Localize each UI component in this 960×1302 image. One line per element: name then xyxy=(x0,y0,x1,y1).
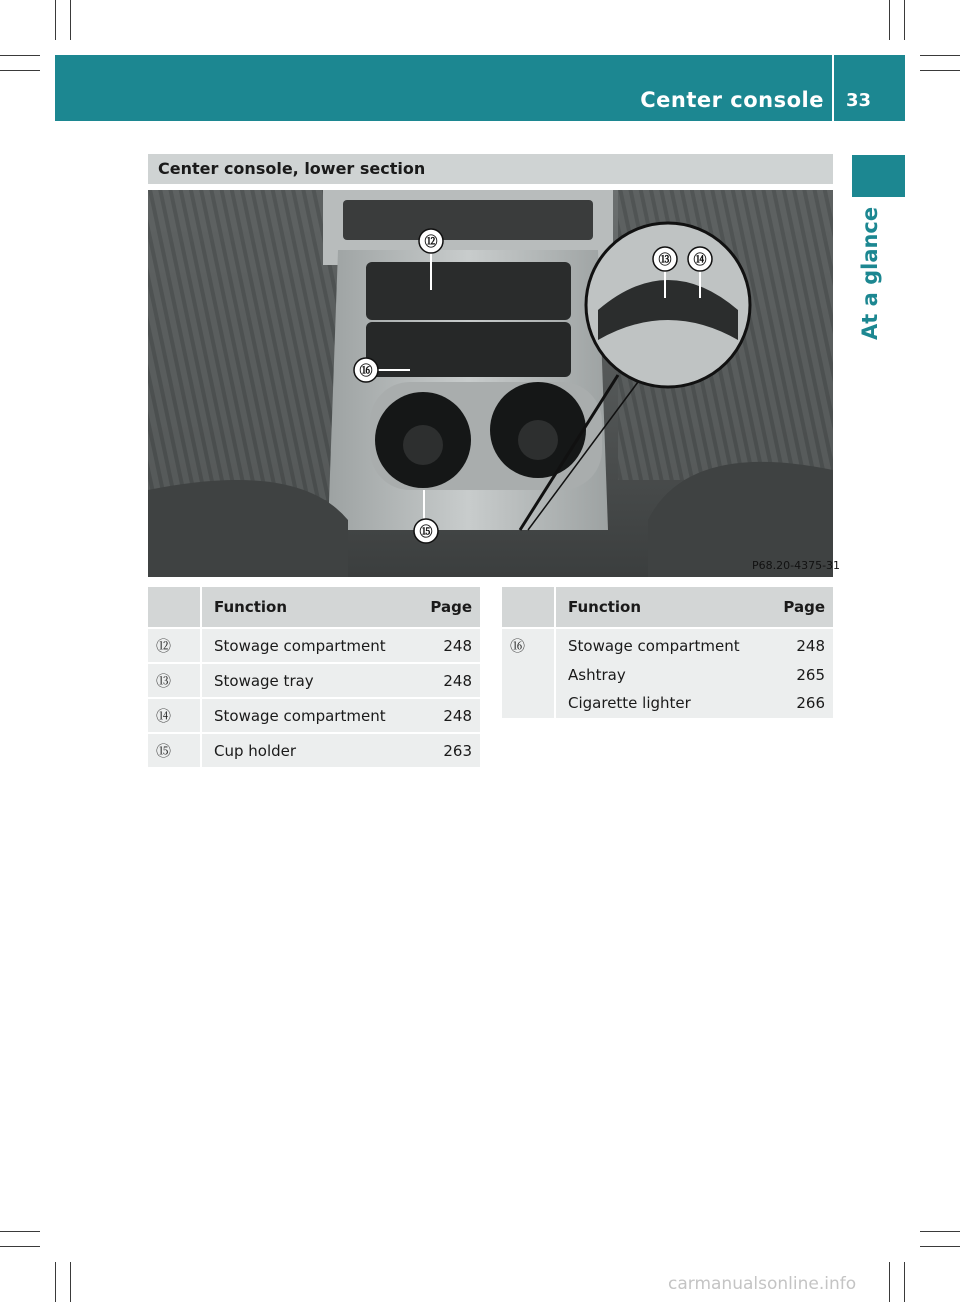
header-divider xyxy=(832,55,834,121)
table-row xyxy=(148,698,480,733)
row-function: Cigarette lighter xyxy=(555,688,769,718)
center-console-photo xyxy=(148,190,833,577)
table-row xyxy=(148,733,480,767)
row-page: 266 xyxy=(769,688,833,718)
callout-13: ⑬ xyxy=(658,253,672,268)
section-heading xyxy=(148,154,833,184)
row-function: Stowage compartment xyxy=(555,628,769,662)
crop-mark xyxy=(55,0,56,40)
table-header-row xyxy=(502,587,833,628)
row-symbol xyxy=(502,688,555,718)
crop-mark xyxy=(0,70,40,71)
table-row xyxy=(148,628,480,663)
figure-code: P68.20-4375-31 xyxy=(752,559,841,572)
header-title: Center console xyxy=(640,88,824,112)
row-function: Stowage compartment xyxy=(201,628,416,663)
row-page: 248 xyxy=(416,698,480,733)
crop-mark xyxy=(70,1262,71,1302)
row-page: 248 xyxy=(416,663,480,698)
crop-mark xyxy=(920,70,960,71)
row-page: 248 xyxy=(769,628,833,662)
row-symbol: ⑯ xyxy=(502,628,555,662)
crop-mark xyxy=(889,0,890,40)
row-symbol: ⑬ xyxy=(148,663,201,698)
function-table-left xyxy=(148,587,480,767)
table-header-row xyxy=(148,587,480,628)
table-row xyxy=(502,628,833,662)
row-page: 248 xyxy=(416,628,480,663)
crop-mark xyxy=(0,55,40,56)
crop-mark xyxy=(889,1262,890,1302)
crop-mark xyxy=(920,1246,960,1247)
row-symbol xyxy=(502,662,555,688)
symbol-header xyxy=(148,587,201,628)
function-header: Function xyxy=(555,587,769,628)
table-row xyxy=(148,663,480,698)
side-tab-label: At a glance xyxy=(858,206,882,340)
row-symbol: ⑭ xyxy=(148,698,201,733)
callout-16: ⑯ xyxy=(359,364,373,379)
row-symbol: ⑫ xyxy=(148,628,201,663)
side-tab-marker xyxy=(852,155,905,197)
section-title: Center console, lower section xyxy=(158,159,426,178)
callout-12: ⑫ xyxy=(424,235,438,250)
crop-mark xyxy=(0,1231,40,1232)
page-header: Page xyxy=(769,587,833,628)
crop-mark xyxy=(55,1262,56,1302)
row-page: 263 xyxy=(416,733,480,767)
row-symbol: ⑮ xyxy=(148,733,201,767)
callout-15: ⑮ xyxy=(419,525,433,540)
crop-mark xyxy=(904,0,905,40)
function-table-right xyxy=(502,587,833,718)
symbol-header xyxy=(502,587,555,628)
page-header: Page xyxy=(416,587,480,628)
crop-mark xyxy=(0,1246,40,1247)
crop-mark xyxy=(904,1262,905,1302)
table-row xyxy=(502,688,833,718)
page-number: 33 xyxy=(846,90,872,111)
watermark: carmanualsonline.info xyxy=(668,1274,857,1294)
callout-14: ⑭ xyxy=(693,253,707,268)
crop-mark xyxy=(920,1231,960,1232)
row-function: Stowage compartment xyxy=(201,698,416,733)
row-function: Cup holder xyxy=(201,733,416,767)
row-page: 265 xyxy=(769,662,833,688)
function-header: Function xyxy=(201,587,416,628)
table-row xyxy=(502,662,833,688)
row-function: Ashtray xyxy=(555,662,769,688)
row-function: Stowage tray xyxy=(201,663,416,698)
crop-mark xyxy=(920,55,960,56)
crop-mark xyxy=(70,0,71,40)
